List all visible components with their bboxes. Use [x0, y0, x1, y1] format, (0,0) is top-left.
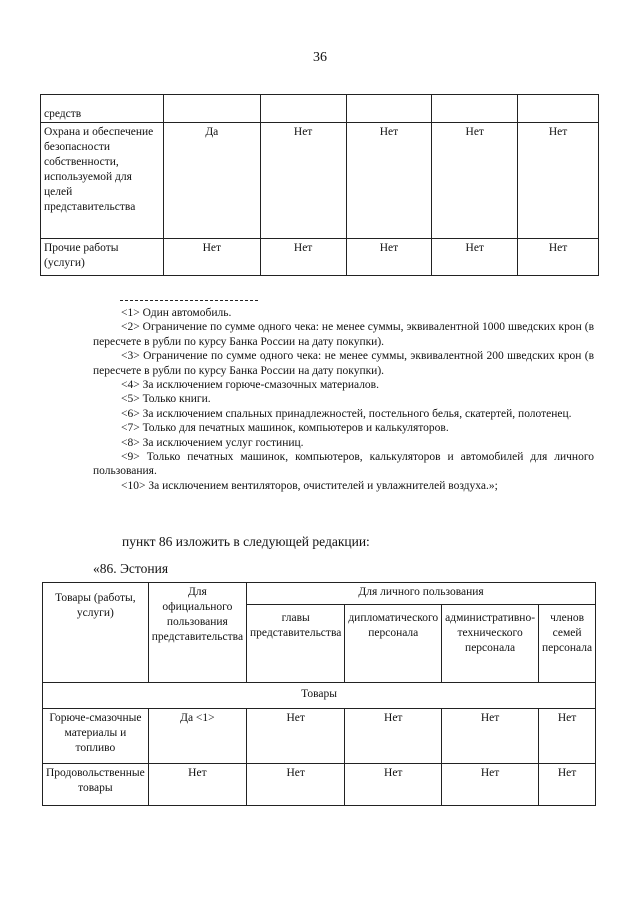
- header-row: [43, 583, 596, 605]
- table-cell: Нет: [260, 239, 346, 276]
- table-cell: Да <1>: [148, 709, 246, 764]
- table-cell: Нет: [432, 239, 518, 276]
- col-header-personal-use: Для личного пользования: [247, 583, 596, 605]
- col-header-head: главы представительства: [247, 605, 345, 683]
- table-row: [41, 95, 599, 123]
- footnotes: [93, 300, 594, 493]
- table-cell: Нет: [539, 764, 596, 806]
- table-row: [41, 239, 599, 276]
- table-cell: Нет: [148, 764, 246, 806]
- row-label: Прочие работы (услуги): [41, 239, 164, 276]
- table-row: [41, 123, 599, 239]
- footnote: <2> Ограничение по сумме одного чека: не менее суммы, эквивалентной 1000 шведских крон (в пересчете в рубли по курсу Банка России на дату покупки).: [93, 321, 594, 348]
- continuation-table: [40, 94, 599, 276]
- footnote-separator: [120, 300, 258, 301]
- row-label: Продовольственные товары: [43, 764, 149, 806]
- estonia-table: [42, 582, 596, 806]
- table-cell: Нет: [442, 764, 539, 806]
- page-number: 36: [313, 50, 327, 65]
- row-label: средств: [41, 95, 164, 123]
- table-cell: Нет: [163, 239, 260, 276]
- section-label: Товары: [43, 683, 596, 709]
- table-cell: Нет: [518, 123, 599, 239]
- footnote: <6> За исключением спальных принадлежностей, постельного белья, скатертей, полотенец.: [121, 407, 572, 420]
- table-cell: [518, 95, 599, 123]
- table-row: [43, 709, 596, 764]
- footnote: <9> Только печатных машинок, компьютеров, калькуляторов и автомобилей для личного пользования.: [93, 451, 594, 478]
- row-label: Охрана и обеспечение безопасности собственности, используемой для целей представительства: [41, 123, 164, 239]
- footnote: <8> За исключением услуг гостиниц.: [121, 436, 304, 449]
- table-cell: Нет: [345, 709, 442, 764]
- table-cell: Нет: [260, 123, 346, 239]
- col-header-goods: Товары (работы, услуги): [43, 583, 149, 683]
- footnote: <7> Только для печатных машинок, компьютеров и калькуляторов.: [121, 422, 449, 435]
- table-cell: [163, 95, 260, 123]
- footnote: <4> За исключением горюче-смазочных материалов.: [121, 379, 379, 392]
- table-cell: Нет: [346, 123, 432, 239]
- table-cell: Нет: [442, 709, 539, 764]
- footnote: <1> Один автомобиль.: [121, 307, 232, 319]
- table-row: [43, 764, 596, 806]
- table-cell: Нет: [432, 123, 518, 239]
- section-row: [43, 683, 596, 709]
- table-cell: [432, 95, 518, 123]
- row-label: Горюче-смазочные материалы и топливо: [43, 709, 149, 764]
- footnote: <5> Только книги.: [121, 393, 211, 406]
- table-cell: Нет: [345, 764, 442, 806]
- footnote: <3> Ограничение по сумме одного чека: не менее суммы, эквивалентной 200 шведских крон (в пересчете в рубли по курсу Банка России на дату покупки).: [93, 350, 594, 377]
- col-header-official-use: Для официального пользования представительства: [148, 583, 246, 683]
- col-header-diplomatic: дипломатического персонала: [345, 605, 442, 683]
- table-cell: Нет: [518, 239, 599, 276]
- table-cell: Нет: [247, 709, 345, 764]
- table-cell: Нет: [539, 709, 596, 764]
- section-title: «86. Эстония: [93, 561, 169, 576]
- col-header-family: членов семей персонала: [539, 605, 596, 683]
- table-cell: [260, 95, 346, 123]
- table-cell: Да: [163, 123, 260, 239]
- amendment-instruction: пункт 86 изложить в следующей редакции:: [122, 534, 370, 549]
- table-cell: Нет: [247, 764, 345, 806]
- col-header-admin-tech: административно-технического персонала: [442, 605, 539, 683]
- footnote: <10> За исключением вентиляторов, очистителей и увлажнителей воздуха.»;: [121, 479, 498, 492]
- table-cell: Нет: [346, 239, 432, 276]
- table-cell: [346, 95, 432, 123]
